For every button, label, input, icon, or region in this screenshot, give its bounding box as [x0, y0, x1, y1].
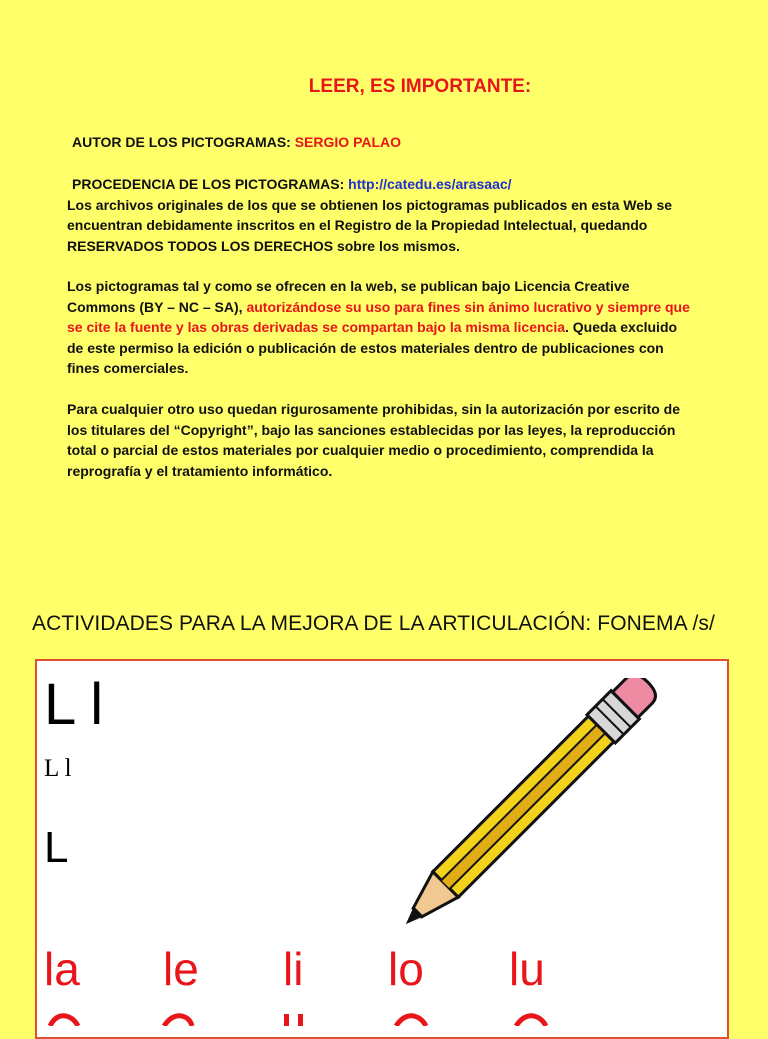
source-label: PROCEDENCIA DE LOS PICTOGRAMAS: — [72, 176, 345, 192]
letters-big: L l — [44, 672, 104, 737]
license-paragraph — [67, 276, 727, 379]
rights-line-1: Los archivos originales de los que se obtienen los pictogramas publicados en esta Web se — [67, 196, 673, 213]
license-line-3 — [67, 317, 727, 338]
author-line — [72, 132, 732, 153]
rights-line-3: RESERVADOS TODOS LOS DERECHOS sobre los mismos. — [67, 237, 460, 254]
source-line — [67, 174, 727, 195]
license-line-2-red: autorizándose su uso para fines sin ánimo lucrativo y siempre que — [246, 298, 690, 315]
license-line-2 — [67, 297, 727, 318]
prohibition-line-2: los titulares del “Copyright”, bajo las sanciones establecidas por las leyes, la reproducción — [67, 421, 676, 438]
prohibition-line-1: Para cualquier otro uso quedan rigurosamente prohibidas, sin la autorización por escrito de — [67, 401, 681, 417]
notice-title: LEER, ES IMPORTANTE: — [308, 76, 532, 97]
prohibition-paragraph — [67, 399, 727, 481]
author-label: AUTOR DE LOS PICTOGRAMAS: — [72, 134, 291, 150]
source-link[interactable]: http://catedu.es/arasaac/ — [348, 176, 512, 192]
license-line-3-text: . Queda excluido — [565, 319, 678, 335]
syllable-le: le — [163, 943, 199, 995]
letters-serif: L l — [44, 755, 72, 782]
prohibition-line-4: reprografía y el tratamiento informático. — [67, 462, 333, 479]
syllable-la: la — [44, 943, 80, 995]
activity-title: ACTIVIDADES PARA LA MEJORA DE LA ARTICULACIÓN: FONEMA /s/ — [32, 612, 715, 635]
rights-line-2: encuentran debidamente inscritos en el Registro de la Propiedad Intelectual, quedando — [67, 217, 648, 233]
syllable-lo: lo — [388, 943, 424, 995]
prohibition-line-3: total o parcial de estos materiales por cualquier medio o procedimiento, comprendida la — [67, 442, 654, 458]
license-line-3-red: se cite la fuente y las obras derivadas se compartan bajo la misma licencia — [67, 319, 566, 335]
letter-capital: L — [44, 823, 69, 872]
license-line-4: de este permiso la edición o publicación de estos materiales dentro de publicaciones con — [67, 339, 664, 356]
author-name: SERGIO PALAO — [294, 134, 402, 150]
license-line-2-text: Commons (BY – NC – SA), — [67, 298, 247, 315]
license-line-1: Los pictogramas tal y como se ofrecen en la web, se publican bajo Licencia Creative — [67, 278, 630, 294]
license-line-5: fines comerciales. — [67, 360, 189, 376]
pencil-icon — [400, 678, 660, 928]
syllable-li: li — [283, 943, 304, 995]
source-and-rights — [67, 174, 727, 256]
syllable-lu: lu — [509, 943, 545, 995]
